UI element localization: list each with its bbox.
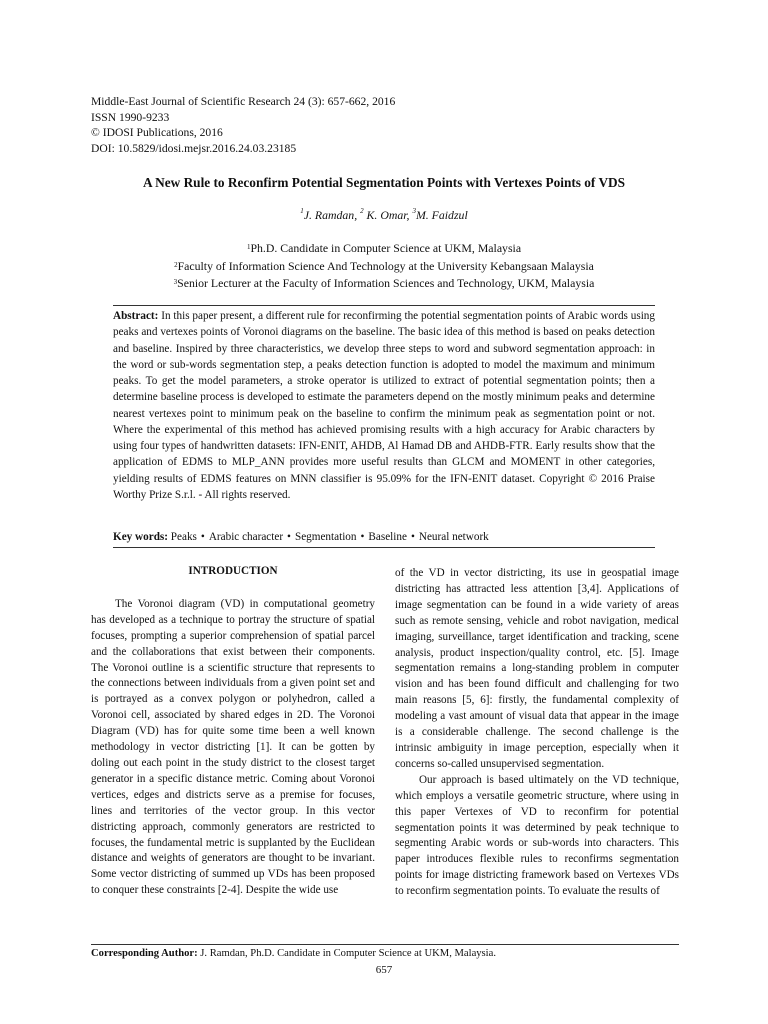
- issn: ISSN 1990-9233: [91, 110, 170, 124]
- author-1-name: J. Ramdan,: [303, 208, 361, 222]
- keyword-3: Segmentation: [294, 531, 357, 543]
- left-column: [91, 564, 375, 899]
- journal-citation: Middle-East Journal of Scientific Research 24 (3): 657-662, 2016: [91, 95, 396, 108]
- intro-paragraph-3: Our approach is based ultimately on the VD technique, which employs a versatile geometric structure, where using in this paper Vertexes of VD to reconfirm for potential segmentation points it was determined by peak technique to segmenting Arabic words or sub-words into characters. This paper introduces flexible rules to reconfirms segmentation points for image districting framework based on Vertexes VDs to reconfirm segmentation points. To evaluate the results of: [395, 773, 679, 898]
- abstract-top-rule: [113, 305, 655, 306]
- affiliation-2-text: Faculty of Information Science And Technology at the University Kebangsaan Malaysia: [177, 258, 594, 273]
- doi: DOI: 10.5829/idosi.mejsr.2016.24.03.23185: [91, 141, 297, 155]
- affiliation-2-marker: 2: [174, 260, 178, 269]
- affiliation-3-marker: 3: [173, 278, 178, 286]
- journal-header: [91, 94, 395, 156]
- intro-paragraph-1: The Voronoi diagram (VD) in computational geometry has developed as a technique to portray the structure of spatial focuses, prompting a superior comprehension of spatial parcel and the collaborations that exist between their components. The Voronoi outline is a scientific structure that represents to the connections between individuals from a given point set and is portrayed as a convex polygon or polyhedron, called a Voronoi cell, associated by shared edges in 2D. The Voronoi Diagram (VD) has for quite some time been a well known methodology in vector districting [1]. It can be gotten by doling out each point in the study district to the closest target generator in a specific distance metric. Coming about Voronoi vertices, edges and districts serve as a premise for focuses, lines and territories of the vector group. In this vector districting approach, commonly generators are restricted to focuses, the fundamental metric is supplanted by the Euclidean distance and weights of generators are thought to be invariant. Some vector districting of summed up VDs has been proposed to conquer these constraints [2-4]. Despite the wide use: [91, 597, 375, 897]
- author-3-marker: 3: [412, 207, 416, 215]
- keyword-4: Baseline: [368, 531, 407, 543]
- keyword-separator: •: [287, 531, 291, 543]
- affiliation-3-text: Senior Lecturer at the Faculty of Information Sciences and Technology, UKM, Malaysia: [177, 276, 595, 290]
- author-list: [0, 208, 768, 223]
- author-1-marker: 1: [300, 207, 304, 215]
- affiliation-1: [0, 240, 768, 258]
- corresponding-author: [91, 948, 496, 959]
- author-2-name: K. Omar,: [363, 208, 413, 222]
- footer-rule: [91, 944, 679, 945]
- keyword-separator: •: [360, 531, 365, 543]
- keywords: [113, 531, 655, 543]
- affiliation-3: [0, 275, 768, 293]
- author-3-name: M. Faidzul: [415, 208, 468, 222]
- section-heading-introduction: INTRODUCTION: [188, 565, 278, 577]
- abstract-label: Abstract:: [113, 310, 159, 322]
- keyword-2: Arabic character: [208, 531, 284, 543]
- affiliation-list: [0, 240, 768, 293]
- affiliation-2: [0, 258, 768, 276]
- corresponding-label: Corresponding Author:: [91, 948, 198, 959]
- intro-paragraph-2: of the VD in vector districting, its use in geospatial image districting has attracted less attention [3,4]. Applications of image segmentation can be found in a wide variety of areas such as remote sensing, vehicle and robot navigation, medical imaging, surveillance, target identification and tracking, scene analysis, product inspection/quality control, etc. [5]. Image segmentation remains a long-standing problem in computer vision and has been found difficult and challenging for two main reasons [5, 6]: firstly, the fundamental complexity of modeling a vast amount of visual data that appear in the image is a considerable challenge. The second challenge is the intrinsic ambiguity in image perception, especially when it concerns so-called unsupervised segmentation.: [395, 567, 679, 770]
- copyright-line: © IDOSI Publications, 2016: [91, 126, 223, 139]
- affiliation-1-text: Ph.D. Candidate in Computer Science at UKM, Malaysia: [250, 241, 522, 255]
- keywords-label: Key words:: [113, 531, 168, 543]
- corresponding-text: J. Ramdan, Ph.D. Candidate in Computer Science at UKM, Malaysia.: [197, 948, 496, 959]
- page-number: 657: [375, 964, 393, 976]
- affiliation-1-marker: 1: [246, 243, 251, 251]
- keyword-separator: •: [410, 531, 415, 543]
- paper-title: A New Rule to Reconfirm Potential Segmentation Points with Vertexes Points of VDS: [142, 175, 626, 190]
- keyword-1: Peaks: [170, 531, 197, 543]
- abstract-text: In this paper present, a different rule for reconfirming the potential segmentation points of Arabic words using peaks and vertexes points of Voronoi diagrams on the baseline. The basic idea of this method is based on peaks detection and baseline. Inspired by three characteristics, we develop three steps to word and subword segmentation approach: in the word or sub-words segmentation step, a peaks detection function is adopted to model the maximum and minimum peaks. To get the model parameters, a stroke operator is utilized to extract of potential segmentation points; then a determine baseline process is developed to estimate the parameters depend on the mostly minimum peaks and determine nearest vertexes point to minimum peak on the baseline to confirm the minimum peak as segmentation point or not. Where the experimental of this method has achieved promising results with a high accuracy for Arabic characters by using four types of handwritten datasets: IFN-ENIT, AHDB, Al Hamad DB and AHDB-FTR. Early results show that the application of EDMS to MLP_ANN provides more useful results than GLCM and MOMENT in other categories, yielding results of EDMS features on MNN classifier is 95.09% for the IFN-ENIT dataset. Copyright © 2016 Praise Worthy Prize S.r.l. - All rights reserved.: [113, 310, 655, 501]
- keyword-separator: •: [200, 531, 205, 543]
- right-column: [395, 566, 679, 900]
- abstract: [113, 308, 655, 503]
- keyword-5: Neural network: [418, 531, 489, 543]
- author-2-marker: 2: [360, 207, 364, 215]
- keywords-bottom-rule: [113, 547, 655, 548]
